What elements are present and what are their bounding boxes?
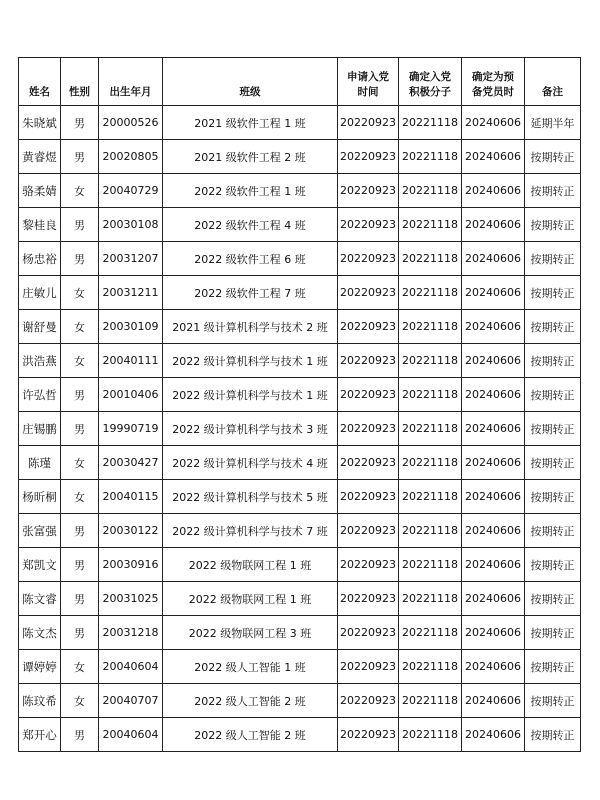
cell-probation-date: 20240606 [462, 310, 525, 344]
cell-gender: 男 [61, 106, 99, 140]
cell-name: 黄睿煜 [19, 140, 61, 174]
header-class: 班级 [163, 58, 338, 106]
cell-probation-date: 20240606 [462, 344, 525, 378]
table-row [19, 718, 581, 752]
cell-class: 2022 级软件工程 4 班 [163, 208, 338, 242]
cell-activist-date: 20221118 [399, 582, 462, 616]
cell-birth: 20040111 [99, 344, 163, 378]
cell-name: 陈瑾 [19, 446, 61, 480]
cell-name: 郑开心 [19, 718, 61, 752]
cell-class: 2021 级计算机科学与技术 2 班 [163, 310, 338, 344]
table-row [19, 174, 581, 208]
cell-activist-date: 20221118 [399, 718, 462, 752]
cell-activist-date: 20221118 [399, 208, 462, 242]
cell-birth: 20030109 [99, 310, 163, 344]
cell-gender: 男 [61, 378, 99, 412]
cell-name: 骆柔婧 [19, 174, 61, 208]
cell-activist-date: 20221118 [399, 650, 462, 684]
cell-activist-date: 20221118 [399, 480, 462, 514]
cell-activist-date: 20221118 [399, 140, 462, 174]
cell-probation-date: 20240606 [462, 140, 525, 174]
cell-remark: 按期转正 [525, 480, 581, 514]
cell-probation-date: 20240606 [462, 650, 525, 684]
table-row [19, 412, 581, 446]
cell-birth: 20031211 [99, 276, 163, 310]
cell-birth: 20040707 [99, 684, 163, 718]
cell-remark: 延期半年 [525, 106, 581, 140]
table-header-row [19, 58, 581, 106]
cell-gender: 男 [61, 242, 99, 276]
cell-probation-date: 20240606 [462, 208, 525, 242]
cell-gender: 女 [61, 684, 99, 718]
cell-gender: 女 [61, 480, 99, 514]
cell-birth: 20031207 [99, 242, 163, 276]
table-row [19, 446, 581, 480]
table-row [19, 310, 581, 344]
cell-class: 2022 级软件工程 7 班 [163, 276, 338, 310]
cell-probation-date: 20240606 [462, 446, 525, 480]
header-apply-date [338, 58, 399, 106]
cell-activist-date: 20221118 [399, 378, 462, 412]
cell-remark: 按期转正 [525, 446, 581, 480]
cell-apply-date: 20220923 [338, 106, 399, 140]
table-row [19, 276, 581, 310]
table-row [19, 140, 581, 174]
cell-class: 2022 级计算机科学与技术 1 班 [163, 378, 338, 412]
cell-remark: 按期转正 [525, 174, 581, 208]
cell-gender: 女 [61, 276, 99, 310]
cell-name: 庄敏儿 [19, 276, 61, 310]
cell-name: 许弘哲 [19, 378, 61, 412]
cell-apply-date: 20220923 [338, 378, 399, 412]
cell-name: 郑凯文 [19, 548, 61, 582]
table-row [19, 616, 581, 650]
cell-class: 2021 级软件工程 1 班 [163, 106, 338, 140]
cell-birth: 20040729 [99, 174, 163, 208]
header-apply-line1: 申请入党 [347, 71, 389, 83]
table-row [19, 548, 581, 582]
header-remark: 备注 [525, 58, 581, 106]
header-activist-date [399, 58, 462, 106]
table-row [19, 650, 581, 684]
cell-birth: 19990719 [99, 412, 163, 446]
table-row [19, 242, 581, 276]
member-roster-table [18, 57, 581, 752]
cell-name: 杨忠裕 [19, 242, 61, 276]
cell-remark: 按期转正 [525, 548, 581, 582]
cell-gender: 女 [61, 310, 99, 344]
cell-gender: 男 [61, 140, 99, 174]
cell-probation-date: 20240606 [462, 480, 525, 514]
cell-birth: 20031025 [99, 582, 163, 616]
cell-apply-date: 20220923 [338, 174, 399, 208]
cell-probation-date: 20240606 [462, 412, 525, 446]
cell-remark: 按期转正 [525, 208, 581, 242]
table-row [19, 378, 581, 412]
cell-birth: 20000526 [99, 106, 163, 140]
table-row [19, 106, 581, 140]
cell-apply-date: 20220923 [338, 242, 399, 276]
cell-probation-date: 20240606 [462, 276, 525, 310]
cell-activist-date: 20221118 [399, 106, 462, 140]
cell-name: 杨昕桐 [19, 480, 61, 514]
cell-probation-date: 20240606 [462, 106, 525, 140]
cell-apply-date: 20220923 [338, 548, 399, 582]
cell-birth: 20030427 [99, 446, 163, 480]
header-probation-line2: 备党员时 [472, 86, 514, 98]
cell-apply-date: 20220923 [338, 208, 399, 242]
cell-class: 2022 级计算机科学与技术 4 班 [163, 446, 338, 480]
cell-probation-date: 20240606 [462, 514, 525, 548]
cell-apply-date: 20220923 [338, 514, 399, 548]
cell-remark: 按期转正 [525, 242, 581, 276]
cell-apply-date: 20220923 [338, 276, 399, 310]
cell-apply-date: 20220923 [338, 650, 399, 684]
cell-remark: 按期转正 [525, 140, 581, 174]
header-probation-date [462, 58, 525, 106]
cell-remark: 按期转正 [525, 582, 581, 616]
cell-name: 陈文杰 [19, 616, 61, 650]
cell-probation-date: 20240606 [462, 718, 525, 752]
cell-apply-date: 20220923 [338, 344, 399, 378]
table-body [19, 106, 581, 752]
cell-activist-date: 20221118 [399, 616, 462, 650]
cell-probation-date: 20240606 [462, 174, 525, 208]
header-apply-line2: 时间 [357, 86, 379, 98]
cell-gender: 男 [61, 412, 99, 446]
cell-apply-date: 20220923 [338, 684, 399, 718]
table-row [19, 480, 581, 514]
cell-name: 洪浩燕 [19, 344, 61, 378]
cell-gender: 男 [61, 208, 99, 242]
cell-class: 2022 级人工智能 2 班 [163, 718, 338, 752]
header-birth: 出生年月 [99, 58, 163, 106]
cell-remark: 按期转正 [525, 718, 581, 752]
cell-apply-date: 20220923 [338, 310, 399, 344]
cell-class: 2022 级计算机科学与技术 3 班 [163, 412, 338, 446]
cell-name: 庄锡鹏 [19, 412, 61, 446]
table-row [19, 684, 581, 718]
cell-remark: 按期转正 [525, 650, 581, 684]
cell-gender: 男 [61, 548, 99, 582]
cell-remark: 按期转正 [525, 378, 581, 412]
cell-apply-date: 20220923 [338, 582, 399, 616]
cell-activist-date: 20221118 [399, 548, 462, 582]
cell-activist-date: 20221118 [399, 684, 462, 718]
cell-remark: 按期转正 [525, 310, 581, 344]
cell-birth: 20030108 [99, 208, 163, 242]
cell-birth: 20020805 [99, 140, 163, 174]
cell-activist-date: 20221118 [399, 412, 462, 446]
cell-name: 张富强 [19, 514, 61, 548]
cell-class: 2022 级物联网工程 3 班 [163, 616, 338, 650]
cell-apply-date: 20220923 [338, 446, 399, 480]
cell-probation-date: 20240606 [462, 616, 525, 650]
cell-remark: 按期转正 [525, 514, 581, 548]
cell-gender: 女 [61, 650, 99, 684]
cell-class: 2022 级人工智能 2 班 [163, 684, 338, 718]
cell-birth: 20031218 [99, 616, 163, 650]
cell-gender: 女 [61, 344, 99, 378]
header-probation-line1: 确定为预 [472, 71, 514, 83]
cell-class: 2022 级软件工程 6 班 [163, 242, 338, 276]
cell-activist-date: 20221118 [399, 446, 462, 480]
cell-apply-date: 20220923 [338, 412, 399, 446]
table-row [19, 514, 581, 548]
cell-activist-date: 20221118 [399, 174, 462, 208]
cell-class: 2022 级计算机科学与技术 5 班 [163, 480, 338, 514]
table-row [19, 208, 581, 242]
header-activist-line1: 确定入党 [409, 71, 451, 83]
cell-birth: 20040115 [99, 480, 163, 514]
cell-name: 朱晓斌 [19, 106, 61, 140]
cell-activist-date: 20221118 [399, 276, 462, 310]
cell-birth: 20010406 [99, 378, 163, 412]
cell-birth: 20040604 [99, 718, 163, 752]
table-row [19, 582, 581, 616]
cell-activist-date: 20221118 [399, 344, 462, 378]
cell-birth: 20040604 [99, 650, 163, 684]
cell-gender: 女 [61, 446, 99, 480]
cell-gender: 男 [61, 718, 99, 752]
cell-remark: 按期转正 [525, 344, 581, 378]
cell-gender: 男 [61, 616, 99, 650]
cell-class: 2022 级计算机科学与技术 7 班 [163, 514, 338, 548]
cell-name: 黎桂良 [19, 208, 61, 242]
header-gender: 性别 [61, 58, 99, 106]
cell-class: 2022 级物联网工程 1 班 [163, 582, 338, 616]
cell-remark: 按期转正 [525, 616, 581, 650]
cell-probation-date: 20240606 [462, 582, 525, 616]
header-activist-line2: 积极分子 [409, 86, 451, 98]
cell-birth: 20030916 [99, 548, 163, 582]
cell-apply-date: 20220923 [338, 480, 399, 514]
header-name: 姓名 [19, 58, 61, 106]
cell-name: 谢舒曼 [19, 310, 61, 344]
cell-class: 2022 级软件工程 1 班 [163, 174, 338, 208]
cell-name: 陈文睿 [19, 582, 61, 616]
cell-apply-date: 20220923 [338, 140, 399, 174]
cell-name: 陈玟希 [19, 684, 61, 718]
cell-remark: 按期转正 [525, 276, 581, 310]
cell-probation-date: 20240606 [462, 548, 525, 582]
cell-class: 2021 级软件工程 2 班 [163, 140, 338, 174]
cell-apply-date: 20220923 [338, 718, 399, 752]
cell-name: 谭婷婷 [19, 650, 61, 684]
cell-remark: 按期转正 [525, 412, 581, 446]
cell-activist-date: 20221118 [399, 310, 462, 344]
cell-gender: 男 [61, 514, 99, 548]
cell-probation-date: 20240606 [462, 378, 525, 412]
cell-activist-date: 20221118 [399, 514, 462, 548]
cell-apply-date: 20220923 [338, 616, 399, 650]
cell-gender: 男 [61, 582, 99, 616]
cell-probation-date: 20240606 [462, 242, 525, 276]
table-row [19, 344, 581, 378]
cell-activist-date: 20221118 [399, 242, 462, 276]
cell-class: 2022 级物联网工程 1 班 [163, 548, 338, 582]
cell-remark: 按期转正 [525, 684, 581, 718]
cell-class: 2022 级计算机科学与技术 1 班 [163, 344, 338, 378]
cell-probation-date: 20240606 [462, 684, 525, 718]
cell-class: 2022 级人工智能 1 班 [163, 650, 338, 684]
cell-birth: 20030122 [99, 514, 163, 548]
cell-gender: 女 [61, 174, 99, 208]
